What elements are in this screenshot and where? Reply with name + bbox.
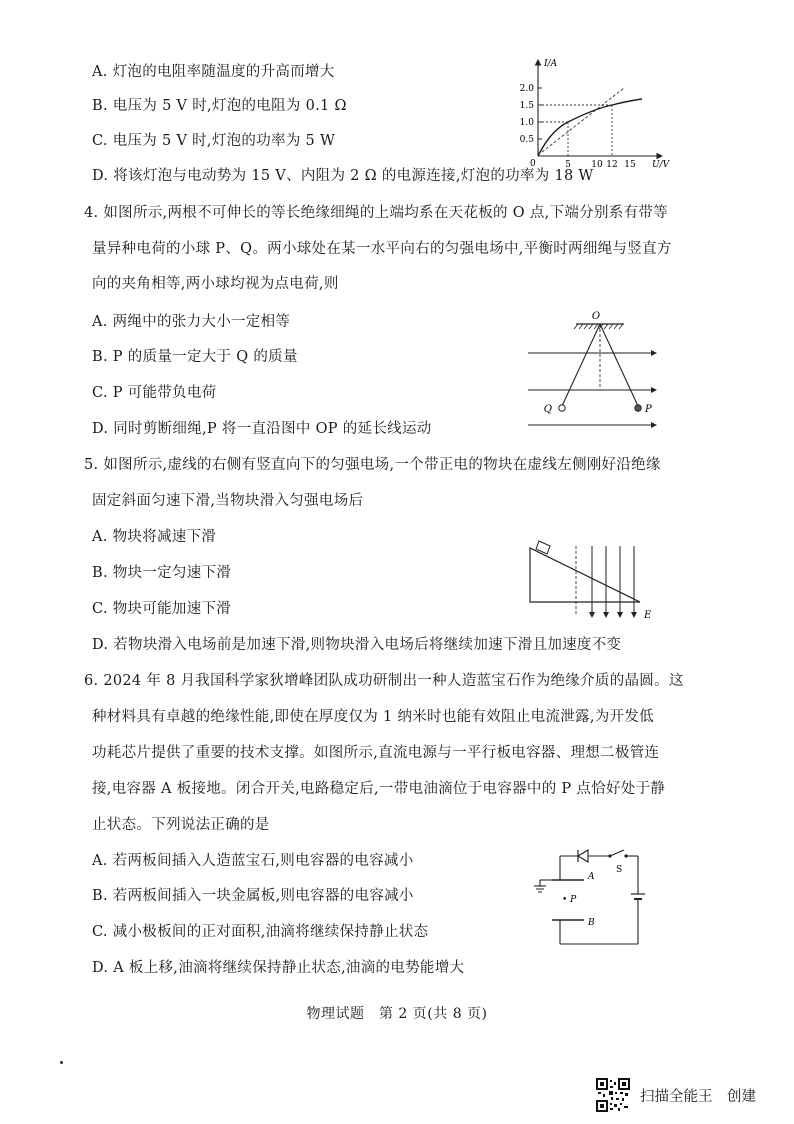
q5-option-d: D. 若物块滑入电场前是加速下滑,则物块滑入电场后将继续加速下滑且加速度不变 bbox=[92, 637, 622, 653]
x-axis-label: U/V bbox=[652, 160, 670, 170]
page-footer: 物理试题 第 2 页(共 8 页) bbox=[306, 1006, 488, 1022]
point-p-label: • P bbox=[562, 895, 577, 905]
q5-stem-line: 固定斜面匀速下滑,当物块滑入匀强电场后 bbox=[92, 493, 364, 509]
string-q bbox=[562, 324, 600, 406]
y-axis-label: I/A bbox=[544, 59, 558, 69]
q3-option-c: C. 电压为 5 V 时,灯泡的功率为 5 W bbox=[92, 133, 336, 149]
x-tick: 10 bbox=[591, 160, 603, 170]
q6-option-c: C. 减小极板间的正对面积,油滴将继续保持静止状态 bbox=[92, 924, 429, 940]
y-tick: 1.5 bbox=[519, 101, 534, 111]
speck bbox=[60, 1061, 63, 1064]
q5-stem-line: 5. 如图所示,虚线的右侧有竖直向下的匀强电场,一个带正电的物块在虚线左侧刚好沿绝缘 bbox=[84, 457, 661, 473]
x-tick: 12 bbox=[606, 160, 618, 170]
circuit-figure bbox=[530, 846, 660, 956]
switch-icon bbox=[608, 850, 627, 858]
watermark-text: 扫描全能王 创建 bbox=[640, 1089, 756, 1105]
string-p bbox=[600, 324, 638, 406]
ball-p-label: P bbox=[645, 404, 652, 415]
x-tick: 15 bbox=[624, 160, 636, 170]
scanner-watermark bbox=[596, 1078, 786, 1112]
q5-option-c: C. 物块可能加速下滑 bbox=[92, 601, 232, 617]
q6-stem-line: 功耗芯片提供了重要的技术支撑。如图所示,直流电源与一平行板电容器、理想二极管连 bbox=[92, 745, 660, 761]
q4-option-c: C. P 可能带负电荷 bbox=[92, 385, 217, 401]
x-tick: 5 bbox=[565, 160, 571, 170]
q6-option-a: A. 若两板间插入人造蓝宝石,则电容器的电容减小 bbox=[92, 853, 414, 869]
ball-p bbox=[635, 405, 641, 411]
q6-stem-line: 接,电容器 A 板接地。闭合开关,电路稳定后,一带电油滴位于电容器中的 P 点恰好处于静 bbox=[92, 781, 666, 797]
field-arrows bbox=[589, 612, 637, 618]
switch-label: S bbox=[616, 865, 623, 875]
plate-b-label: B bbox=[588, 918, 595, 928]
q3-option-d: D. 将该灯泡与电动势为 15 V、内阻为 2 Ω 的电源连接,灯泡的功率为 18 W bbox=[92, 168, 594, 184]
q6-stem-line: 种材料具有卓越的绝缘性能,即使在厚度仅为 1 纳米时也能有效阻止电流泄露,为开发低 bbox=[92, 709, 654, 725]
ground-icon bbox=[534, 880, 552, 892]
incline-figure bbox=[528, 532, 658, 622]
y-tick: 2.0 bbox=[519, 84, 534, 94]
q4-option-b: B. P 的质量一定大于 Q 的质量 bbox=[92, 349, 298, 365]
q3-option-b: B. 电压为 5 V 时,灯泡的电阻为 0.1 Ω bbox=[92, 98, 347, 114]
pendulum-figure bbox=[526, 310, 666, 435]
q4-stem-line: 向的夹角相等,两小球均视为点电荷,则 bbox=[92, 276, 339, 292]
qr-code-icon bbox=[596, 1078, 630, 1112]
incline bbox=[530, 548, 640, 602]
ball-q bbox=[559, 405, 565, 411]
iu-graph bbox=[520, 54, 670, 174]
q6-option-b: B. 若两板间插入一块金属板,则电容器的电容减小 bbox=[92, 888, 414, 904]
q6-stem-line: 6. 2024 年 8 月我国科学家狄增峰团队成功研制出一种人造蓝宝石作为绝缘介质的晶圆。这 bbox=[84, 673, 684, 689]
pivot-label: O bbox=[591, 311, 601, 322]
q4-stem-line: 量异种电荷的小球 P、Q。两小球处在某一水平向右的匀强电场中,平衡时两细绳与竖直方 bbox=[92, 241, 672, 257]
field-label: E bbox=[644, 610, 652, 621]
q5-option-a: A. 物块将减速下滑 bbox=[92, 529, 217, 545]
q4-option-a: A. 两绳中的张力大小一定相等 bbox=[92, 314, 291, 330]
q6-option-d: D. A 板上移,油滴将继续保持静止状态,油滴的电势能增大 bbox=[92, 960, 465, 976]
y-tick: 0.5 bbox=[519, 135, 534, 145]
q3-option-a: A. 灯泡的电阻率随温度的升高而增大 bbox=[92, 64, 335, 80]
q5-option-b: B. 物块一定匀速下滑 bbox=[92, 565, 232, 581]
q4-option-d: D. 同时剪断细绳,P 将一直沿图中 OP 的延长线运动 bbox=[92, 421, 432, 437]
iu-curve bbox=[538, 99, 642, 156]
q4-stem-line: 4. 如图所示,两根不可伸长的等长绝缘细绳的上端均系在天花板的 O 点,下端分别系有带等 bbox=[84, 205, 668, 221]
ball-q-label: Q bbox=[543, 404, 552, 415]
plate-a-label: A bbox=[588, 872, 595, 882]
y-tick: 1.0 bbox=[519, 118, 534, 128]
q6-stem-line: 止状态。下列说法正确的是 bbox=[92, 817, 270, 833]
diode-icon bbox=[578, 850, 588, 862]
origin-label: 0 bbox=[530, 159, 536, 169]
battery-icon bbox=[631, 894, 645, 899]
